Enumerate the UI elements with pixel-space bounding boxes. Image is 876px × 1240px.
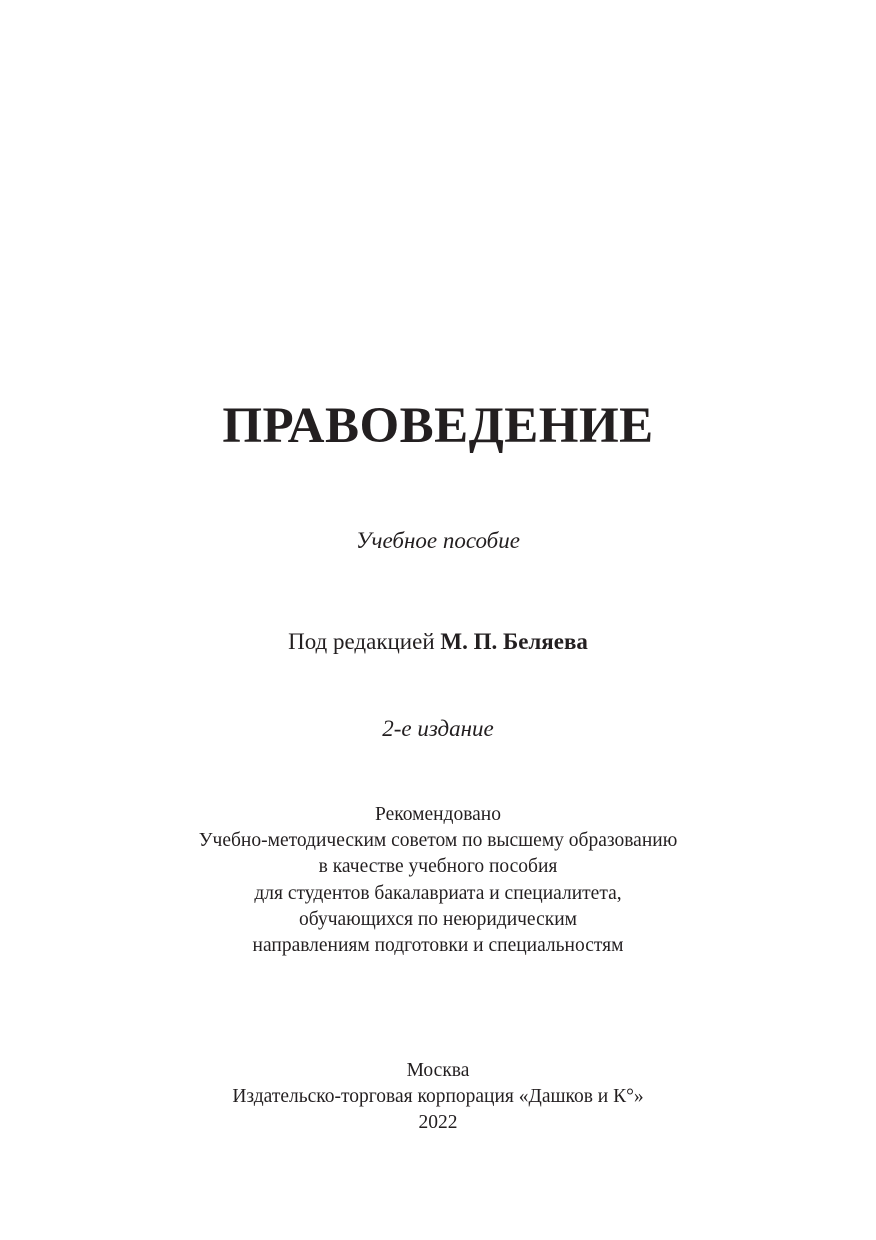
recommendation-block [0, 802, 876, 959]
recommendation-line: Учебно-методическим советом по высшему образованию [198, 830, 678, 852]
recommendation-line: Рекомендовано [375, 804, 501, 825]
editor-line [0, 626, 876, 658]
recommendation-line: обучающихся по неюридическим [299, 908, 577, 930]
imprint-year: 2022 [418, 1112, 458, 1134]
editor-prefix: Под редакцией [288, 629, 435, 654]
edition-label: 2-е издание [382, 716, 494, 741]
editor-name: М. П. Беляева [440, 629, 588, 654]
recommendation-line: направлениям подготовки и специальностям [252, 935, 624, 957]
imprint-block [0, 1058, 876, 1137]
imprint-city: Москва [406, 1060, 470, 1081]
book-subtitle: Учебное пособие [356, 528, 520, 553]
recommendation-line: в качестве учебного пособия [318, 856, 558, 878]
recommendation-line: для студентов бакалавриата и специалитета, [254, 882, 622, 904]
book-title: ПРАВОВЕДЕНИЕ [222, 398, 654, 454]
imprint-publisher: Издательско-торговая корпорация «Дашков и К°» [232, 1086, 644, 1108]
